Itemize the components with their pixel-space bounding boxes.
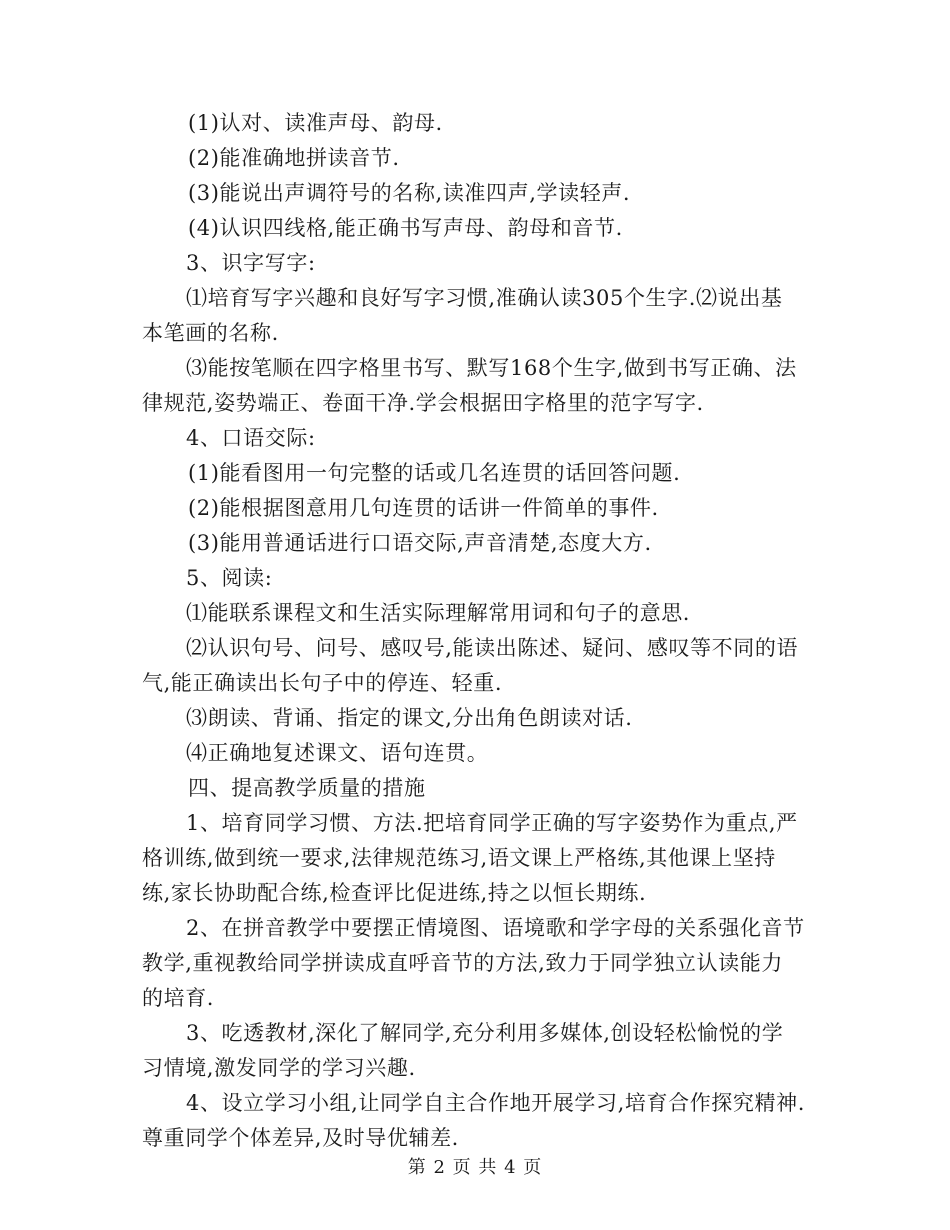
text-line: ⑷正确地复述课文、语句连贯。 <box>186 741 489 765</box>
text-line: 2、在拼音教学中要摆正情境图、语境歌和学字母的关系强化音节 <box>186 916 805 940</box>
text-line: ⑶能按笔顺在四字格里书写、默写168个生字,做到书写正确、法 <box>186 356 797 380</box>
text-line: 尊重同学个体差异,及时导优辅差. <box>142 1126 459 1150</box>
text-line: (1)认对、读准声母、韵母. <box>188 111 443 135</box>
text-line: ⑴培育写字兴趣和良好写字习惯,准确认读305个生字.⑵说出基 <box>186 286 783 310</box>
text-line: (2)能根据图意用几句连贯的话讲一件简单的事件. <box>188 496 659 520</box>
text-line: 教学,重视教给同学拼读成直呼音节的方法,致力于同学独立认读能力 <box>142 951 783 975</box>
text-line: (3)能用普通话进行口语交际,声音清楚,态度大方. <box>188 531 652 555</box>
text-line: (2)能准确地拼读音节. <box>188 146 400 170</box>
text-line: 的培育. <box>142 986 215 1010</box>
text-line: 习情境,激发同学的学习兴趣. <box>142 1056 416 1080</box>
section-heading: 四、提高教学质量的措施 <box>188 776 426 800</box>
text-line: 格训练,做到统一要求,法律规范练习,语文课上严格练,其他课上坚持 <box>142 846 776 870</box>
text-line: (1)能看图用一句完整的话或几名连贯的话回答问题. <box>188 461 681 485</box>
text-line: (4)认识四线格,能正确书写声母、韵母和音节. <box>188 216 623 240</box>
text-line: 本笔画的名称. <box>142 321 279 345</box>
text-line: 气,能正确读出长句子中的停连、轻重. <box>142 671 503 695</box>
page-number-footer: 第 2 页 共 4 页 <box>407 1157 543 1178</box>
text-line: ⑴能联系课程文和生活实际理解常用词和句子的意思. <box>186 601 691 625</box>
section-heading: 4、口语交际: <box>186 426 316 450</box>
text-line: 1、培育同学习惯、方法.把培育同学正确的写字姿势作为重点,严 <box>186 811 798 835</box>
text-line: 律规范,姿势端正、卷面干净.学会根据田字格里的范字写字. <box>142 391 704 415</box>
text-line: 3、吃透教材,深化了解同学,充分利用多媒体,创设轻松愉悦的学 <box>186 1021 784 1045</box>
text-line: (3)能说出声调符号的名称,读准四声,学读轻声. <box>188 181 631 205</box>
text-line: ⑵认识句号、问号、感叹号,能读出陈述、疑问、感叹等不同的语 <box>186 636 799 660</box>
document-body <box>142 106 814 1156</box>
section-heading: 3、识字写字: <box>186 251 316 275</box>
text-line: 练,家长协助配合练,检查评比促进练,持之以恒长期练. <box>142 881 647 905</box>
text-line: 4、设立学习小组,让同学自主合作地开展学习,培育合作探究精神. <box>186 1091 805 1115</box>
section-heading: 5、阅读: <box>186 566 273 590</box>
text-line: ⑶朗读、背诵、指定的课文,分出角色朗读对话. <box>186 706 633 730</box>
